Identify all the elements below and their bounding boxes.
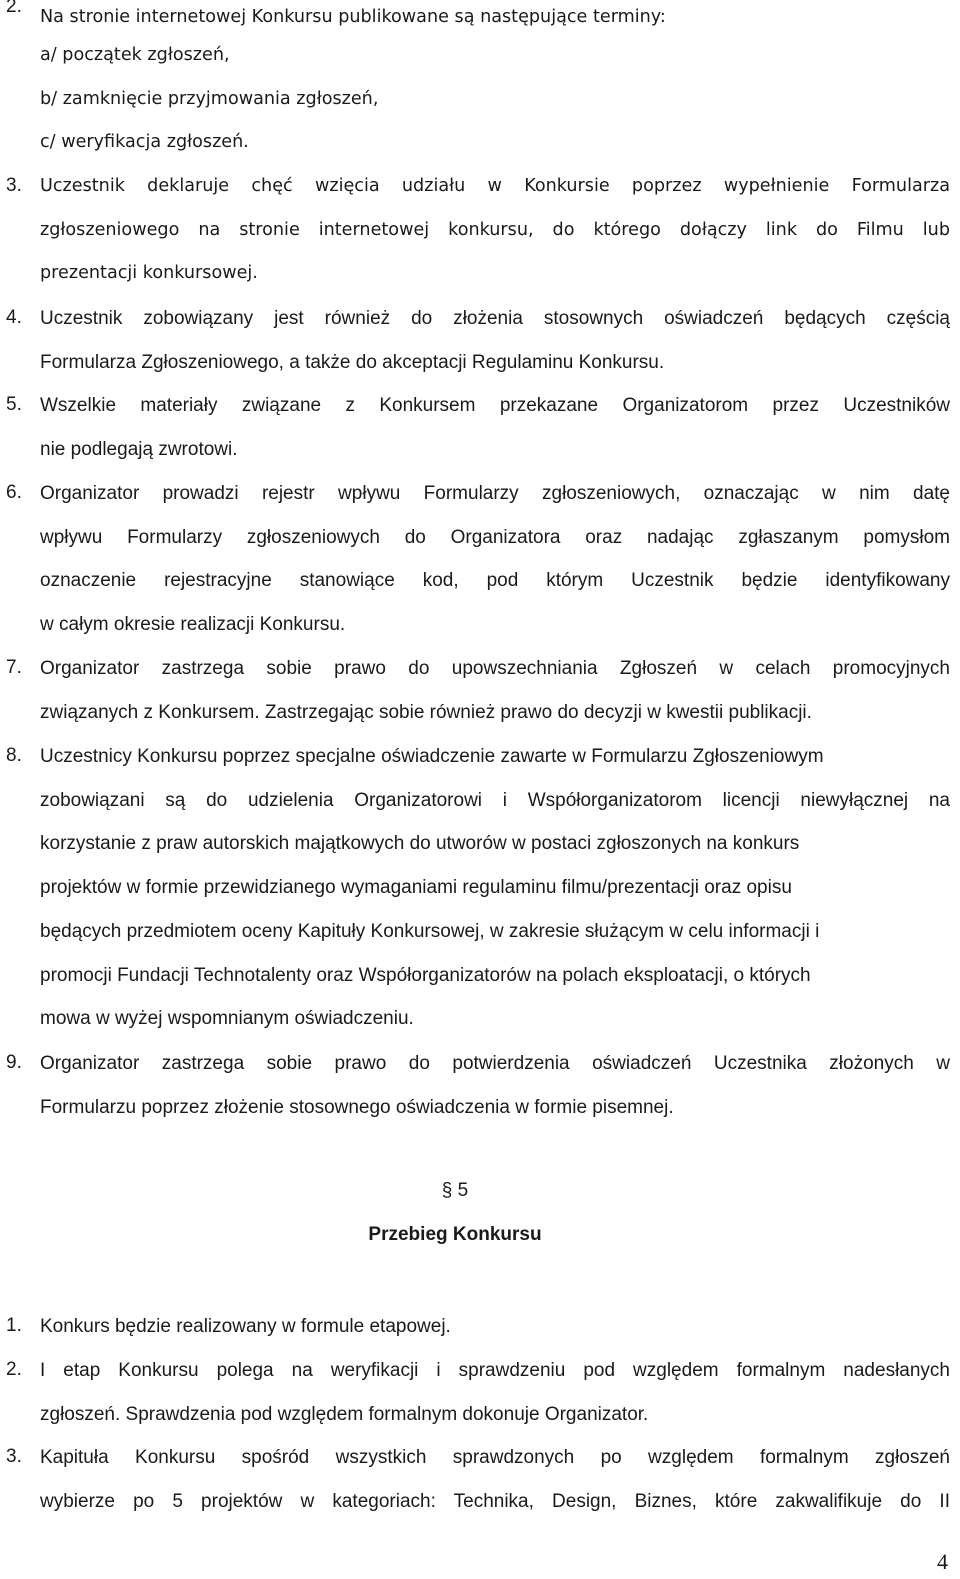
item-text-line: oznaczenie rejestracyjne stanowiące kod, pod którym Uczestnik będzie identyfikowany	[40, 570, 950, 592]
list-item	[0, 1305, 950, 1349]
item-text-line: zgłoszeniowego na stronie internetowej konkursu, do którego dołączy link do Filmu lub	[40, 219, 950, 240]
item-text-line: będących przedmiotem oceny Kapituły Konkursowej, w zakresie służącym w celu informacji i	[40, 920, 820, 942]
list-item	[0, 0, 950, 40]
item-text-line: wpływu Formularzy zgłoszeniowych do Organizatora oraz nadając zgłaszanym pomysłom	[40, 526, 950, 548]
item-text-line: związanych z Konkursem. Zastrzegając sobie również prawo do decyzji w kwestii publikacji.	[40, 701, 812, 723]
list-number: 2.	[6, 1359, 22, 1380]
list-item	[0, 472, 950, 647]
list-item	[0, 1042, 950, 1129]
list-item	[0, 1349, 950, 1436]
item-text-line: I etap Konkursu polega na weryfikacji i sprawdzeniu pod względem formalnym nadesłanych	[40, 1360, 950, 1381]
list-number: 4.	[6, 307, 22, 328]
item-text-line: Uczestnik deklaruje chęć wzięcia udziału w Konkursie poprzez wypełnienie Formularza	[40, 176, 950, 196]
item-text-line: Formularzu poprzez złożenie stosownego oświadczenia w formie pisemnej.	[40, 1096, 674, 1118]
item-text-line: Uczestnik zobowiązany jest również do złożenia stosownych oświadczeń będących częścią	[40, 308, 950, 329]
item-text-line: zgłoszeń. Sprawdzenia pod względem formalnym dokonuje Organizator.	[40, 1403, 649, 1425]
section-title: Przebieg Konkursu	[368, 1224, 542, 1245]
item-text-line: wybierze po 5 projektów w kategoriach: Technika, Design, Biznes, które zakwalifikuje do II	[40, 1490, 950, 1512]
item-text-line: Organizator zastrzega sobie prawo do potwierdzenia oświadczeń Uczestnika złożonych w	[40, 1053, 950, 1074]
item-text-line: Organizator zastrzega sobie prawo do upowszechniania Zgłoszeń w celach promocyjnych	[40, 658, 950, 679]
item-text-line: Na stronie internetowej Konkursu publikowane są następujące terminy:	[40, 7, 666, 27]
item-text-line: nie podlegają zwrotowi.	[40, 438, 238, 460]
list-number: 5.	[6, 394, 22, 415]
item-text-line: promocji Fundacji Technotalenty oraz Współorganizatorów na polach eksploatacji, o których	[40, 964, 811, 986]
list-item	[0, 1436, 950, 1523]
item-text-line: w całym okresie realizacji Konkursu.	[40, 614, 346, 636]
list-number: 1.	[6, 1315, 22, 1336]
item-text-line: Kapituła Konkursu spośród wszystkich sprawdzonych po względem formalnym zgłoszeń	[40, 1447, 950, 1468]
item-text-line: Formularza Zgłoszeniowego, a także do akceptacji Regulaminu Konkursu.	[40, 351, 665, 373]
sub-item: a/ początek zgłoszeń,	[40, 45, 230, 65]
item-text-line: mowa w wyżej wspomnianym oświadczeniu.	[40, 1008, 414, 1030]
item-text-line: Uczestnicy Konkursu poprzez specjalne oświadczenie zawarte w Formularzu Zgłoszeniowym	[40, 746, 824, 767]
sub-item: b/ zamknięcie przyjmowania zgłoszeń,	[40, 89, 379, 109]
list-item	[0, 384, 950, 471]
list-number: 8.	[6, 745, 22, 766]
list-number: 2.	[6, 0, 22, 17]
list-number: 3.	[6, 1446, 22, 1467]
item-text-line: Konkurs będzie realizowany w formule etapowej.	[40, 1316, 451, 1337]
item-text-line: prezentacji konkursowej.	[40, 263, 258, 284]
list-item	[0, 647, 950, 734]
item-text-line: korzystanie z praw autorskich majątkowych do utworów w postaci zgłoszonych na konkurs	[40, 833, 800, 855]
list-number: 3.	[6, 175, 22, 196]
list-number: 7.	[6, 657, 22, 678]
list-number: 9.	[6, 1052, 22, 1073]
list-item	[0, 165, 950, 296]
item-text-line: zobowiązani są do udzielenia Organizatorowi i Współorganizatorom licencji niewyłącznej na	[40, 789, 950, 811]
list-item	[0, 735, 950, 1041]
item-text-line: Organizator prowadzi rejestr wpływu Formularzy zgłoszeniowych, oznaczając w nim datę	[40, 483, 950, 504]
item-text-line: projektów w formie przewidzianego wymaganiami regulaminu filmu/prezentacji oraz opisu	[40, 877, 792, 899]
list-item	[0, 297, 950, 384]
page-number: 4	[937, 1549, 948, 1574]
section-paragraph-number: § 5	[441, 1180, 469, 1201]
item-text-line: Wszelkie materiały związane z Konkursem przekazane Organizatorom przez Uczestników	[40, 395, 950, 416]
sub-item: c/ weryfikacja zgłoszeń.	[40, 132, 249, 152]
list-number: 6.	[6, 482, 22, 503]
